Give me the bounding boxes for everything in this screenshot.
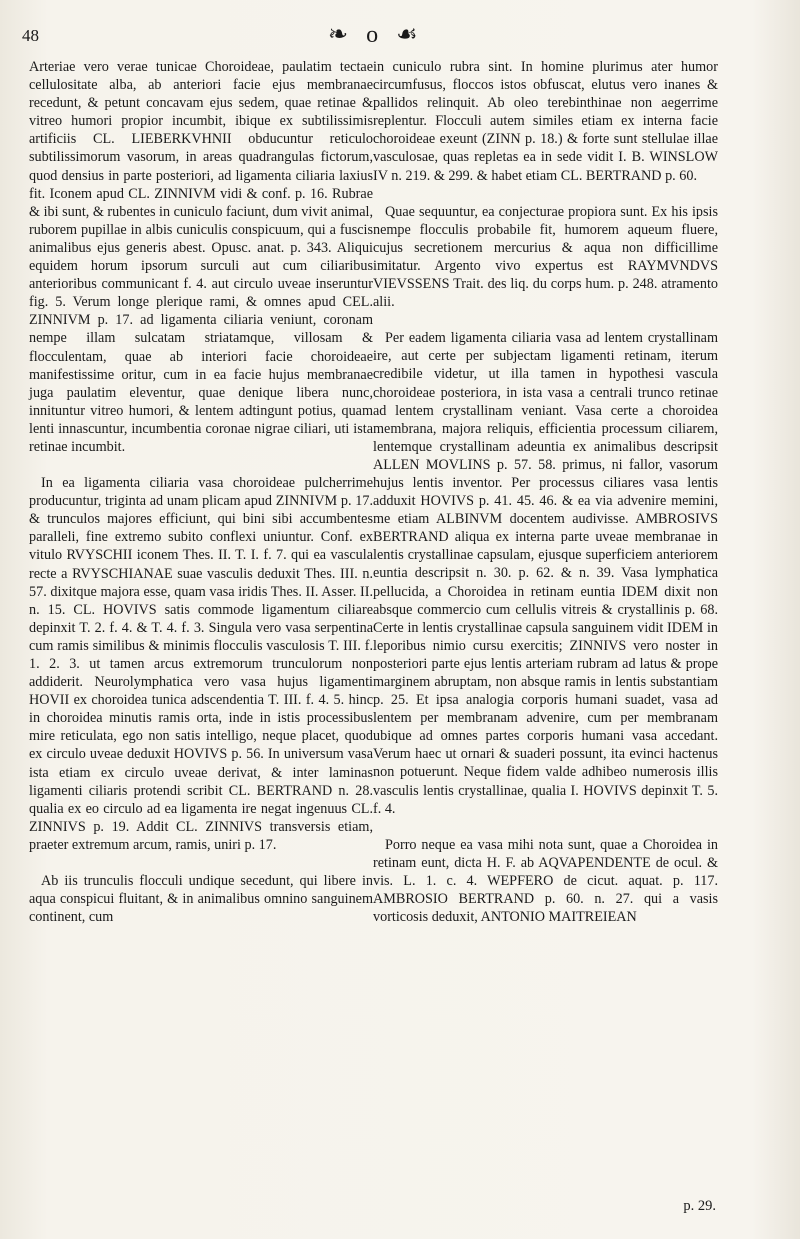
paragraph: Arteriae vero verae tunicae Choroideae, paulatim tectae cellulositate alba, ab anteriori facie ejus membranae recedunt, & petunt concavam ejus sedem, quae retinae & vitreo humori propior incumbit, ibique ex subtilissimis artificiis CL. LIEBERKVHNII obducuntur reticulo subtilissimorum vasorum, in areas quadrangulas fictorum, quod densius in parte posteriori, ad ligamenta ciliaria laxius fit. Iconem apud CL. ZINNIVM vidi & conf. p. 16. Rubrae & ibi sunt, & rubentes in cuniculo faciunt, dum vivit animal, ruborem pupillae in albis cuniculis conspicuum, qui a fuscis animalibus ejus generis abest. Opusc. anat. p. 343. Aliqui equidem horum ipsorum surculi aut cum ciliaribus anterioribus communicant f. 4. aut circulo uveae inseruntur fig. 5. Verum longe plerique rami, & omnes apud CEL. ZINNIVM p. 17. ad ligamenta ciliaria veniunt, coronam nempe illam sulcatam striatamque, villosam & flocculentam, quae ab interiori facie choroideae manifestissime oritur, cum in ea facie hujus membranae juga paulatim eleventur, quae denique libera nunc, innituntur vitreo humori, & lentem adtingunt potius, quam lenti innascuntur, incumbentia coronae nigrae ciliari, uti ista retinae incumbit. bbox=[29, 59, 373, 455]
paragraph: Per eadem ligamenta ciliaria vasa ad lentem crystallinam ire, aut certe per subjectam ligamenti retinam, iterum credibile videtur, ut illa tamen in hypothesi vascula choroideae posteriora, in ista vasa a centrali trunco retinae ad lentem crystallinam veniant. Vasa certe a choroidea membrana, majora reliquis, efficientia processum ciliarem, lentemque crystallinam adeuntia ex animalibus descripsit ALLEN MOVLINS p. 57. 58. primus, ni fallor, vasorum hujus lentis inventor. Per processus ciliares vasa lentis adduxit HOVIVS p. 41. 45. 46. & ea via advenire memini, me etiam ALBINVM docentem audivisse. AMBROSIVS BERTRAND aliqua ex interna parte uveae membranae in lentis crystallinae capsulam, ejusque superficiem anteriorem euntia descripsit n. 30. p. 62. & n. 39. Vasa lymphatica pellucida, a Choroidea in retinam euntia IDEM dixit non absque commercio cum cellulis vitreis & crystallinis p. 68. Certe in lentis crystallinae capsula sanguinem vidit IDEM in leporibus nimio cursu exercitis; ZINNIVS vero noster in posteriori parte ejus lentis arteriam rubram ad latus & prope marginem abruptam, non absque ramis in lentis substantiam p. 25. Et ipsa analogia corporis humani suadet, vasa ad lentem per membranam advenire, cum per membranam ubique ad omnes partes corporis humani vasa accedant. Verum haec ut ornari & suaderi possunt, ita evinci hactenus non potuerunt. Neque fidem valde adhibeo numerosis illis vasculis lentis crystallinae, qualia I. HOVIVS depinxit T. 5. f. 4. bbox=[373, 330, 718, 817]
paragraph: Ab iis trunculis flocculi undique secedunt, qui libere in aqua conspicui fluitant, & in animalibus omnino sanguinem continent, cum bbox=[29, 873, 373, 926]
page-header bbox=[0, 18, 800, 52]
paragraph: Quae sequuntur, ea conjecturae propiora sunt. Ex his ipsis nempe flocculis probabile fit, humorem aqueum fluere, cujus secretionem mercurius & aqua non difficillime imitatur. Argento vivo expertus est RAYMVNDVS VIEVSSENS Trait. des liq. du corps hum. p. 248. atramento alii. bbox=[373, 203, 718, 311]
paragraph: in cuniculo rubra sint. In homine plurimus ater humor circumfusus, floccos istos obfuscat, elutus vero inanes & pallidos relinquit. Ab oleo terebinthinae non aegerrime replentur. Flocculi autem similes etiam ex interna facie choroideae exeunt (ZINN p. 18.) & forte sunt stellulae illae vasculosae, quas repletas ea in sede vidit I. B. WINSLOW IV n. 219. & 299. & habet etiam CL. BERTRAND p. 60. bbox=[373, 59, 718, 184]
page-number: 48 bbox=[22, 26, 39, 45]
right-column bbox=[373, 58, 718, 944]
catchword: p. 29. bbox=[683, 1198, 716, 1214]
paragraph: Porro neque ea vasa mihi nota sunt, quae a Choroidea in retinam eunt, dicta H. F. ab AQVAPENDENTE de ocul. & vis. L. 1. c. 4. WEPFERO de cicut. aquat. p. 117. AMBROSIO BERTRAND p. 60. n. 27. qui a vasis vorticosis deduxit, ANTONIO MAITREIEAN bbox=[373, 836, 718, 926]
left-column bbox=[29, 58, 373, 944]
header-ornament: ❧ o ☙ bbox=[328, 22, 424, 48]
paragraph: In ea ligamenta ciliaria vasa choroideae pulcherrime producuntur, triginta ad unam plicam apud ZINNIVM p. 17. & trunculos majores efficiunt, qui bini sibi accumbentes paralleli, fine extremo subito conflexi uniuntur. Conf. ex vitulo RVYSCHII iconem Thes. II. T. I. f. 7. qui ea vascula recte a RVYSCHIANAE suae vasculis deduxit Thes. III. n. 57. dixitque majora esse, quam vasa iridis Thes. II. Asser. II. n. 15. CL. HOVIVS satis commode ligamentum ciliare depinxit T. 2. f. 4. & T. 4. f. 3. Singula vero vasa serpentina cum ramis similibus & minimis flocculis vasculosis T. III. f. 1. 2. 3. ut tamen arcus extremorum trunculorum non addiderit. Neurolymphatica vero vasa hujus ligamenti HOVII ex choroidea tunica adscendentia T. III. f. 4. 5. hinc in choroidea minutis ramis orta, inde in istis processibus mire reticulata, ego non satis intelligo, neque placet, quod ex circulo uveae deduxit HOVIVS p. 56. In universum vasa ista etiam ex circulo uveae derivat, & inter laminas ligamenti ciliaris protendi scribit CL. BERTRAND n. 28. qualia ex eo circulo ad ea ligamenta ire negat ingenuus CL. ZINNIVS p. 19. Addit CL. ZINNIVS transversis etiam, praeter extremum arcum, ramis, uniri p. 17. bbox=[29, 475, 373, 853]
